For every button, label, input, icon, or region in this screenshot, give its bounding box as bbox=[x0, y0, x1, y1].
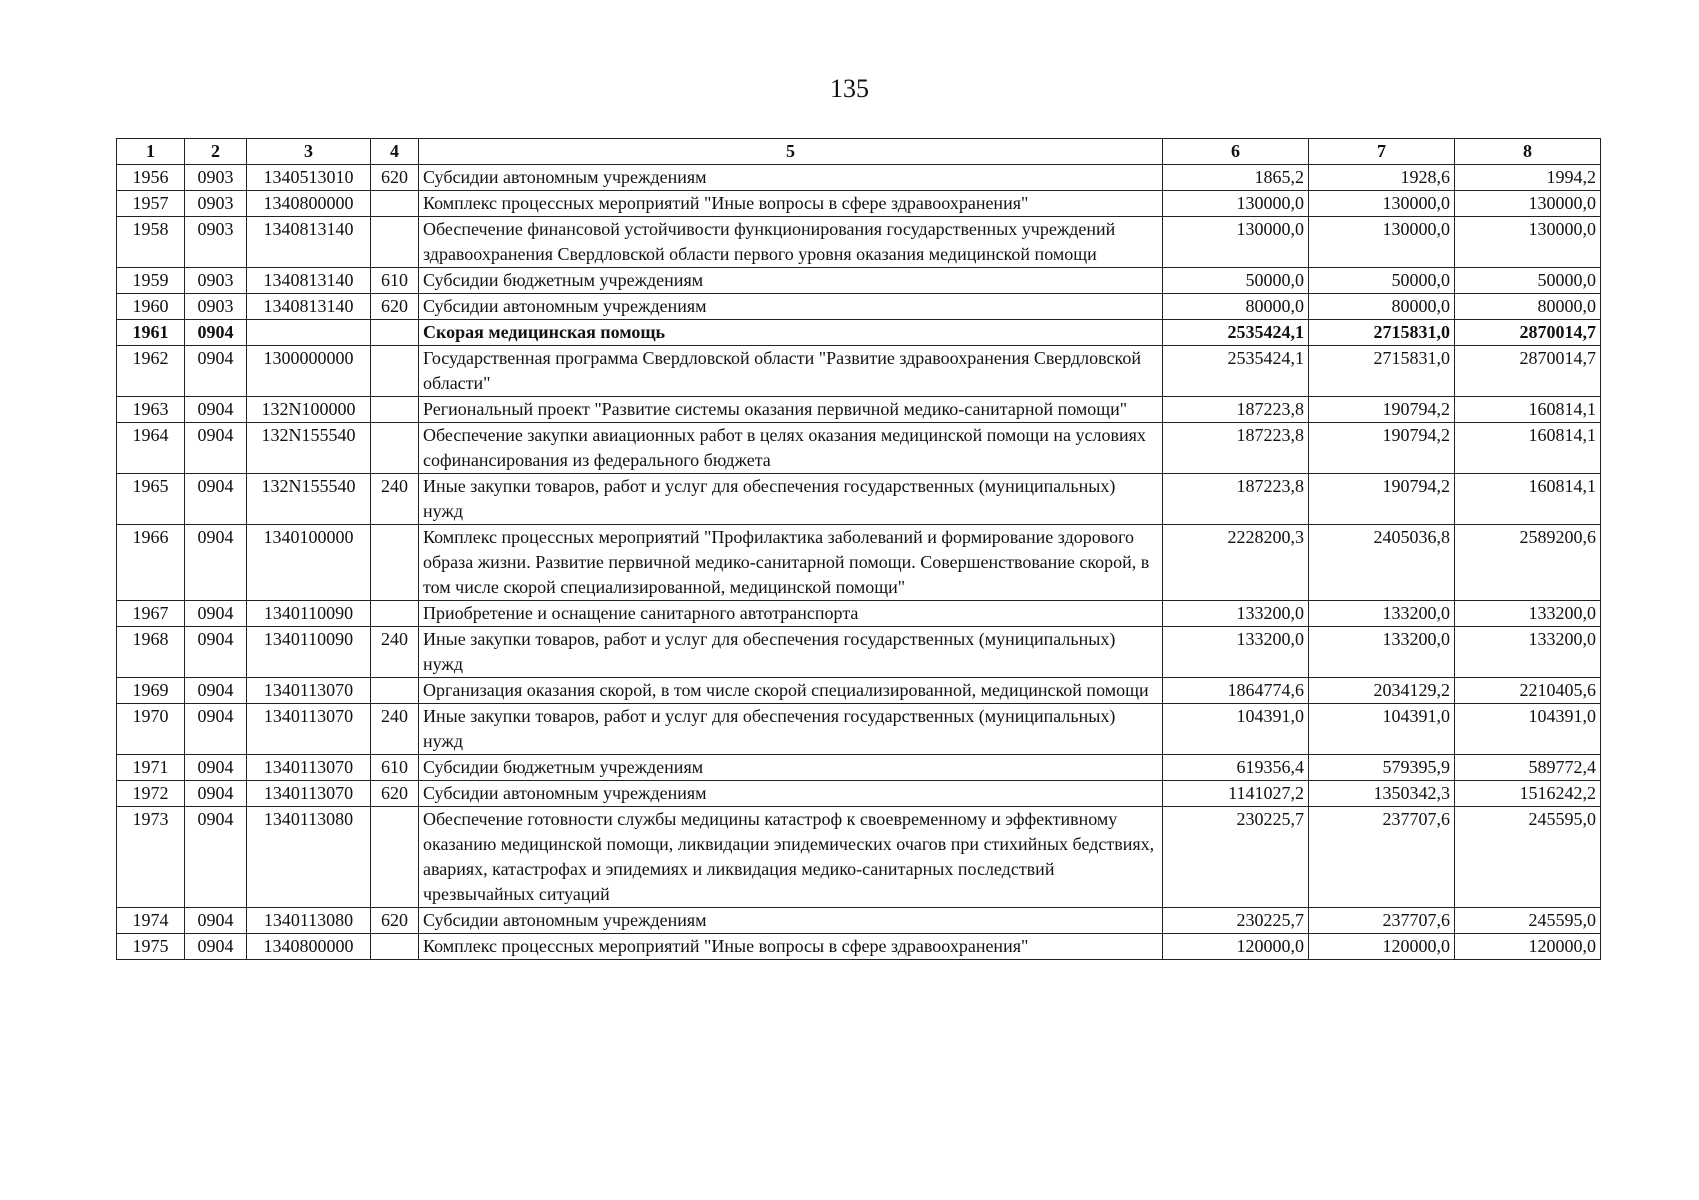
table-row bbox=[117, 217, 1601, 268]
section-code: 0904 bbox=[185, 423, 247, 474]
amount-col-7: 133200,0 bbox=[1309, 627, 1455, 678]
item-name: Иные закупки товаров, работ и услуг для обеспечения государственных (муниципальных) нужд bbox=[419, 474, 1163, 525]
row-number: 1963 bbox=[117, 397, 185, 423]
amount-col-7: 2715831,0 bbox=[1309, 320, 1455, 346]
target-article-code: 1340813140 bbox=[247, 268, 371, 294]
page-number: 135 bbox=[830, 74, 869, 103]
header-col-7: 7 bbox=[1309, 139, 1455, 165]
target-article-code: 1340113080 bbox=[247, 908, 371, 934]
section-code: 0904 bbox=[185, 704, 247, 755]
table-row bbox=[117, 294, 1601, 320]
header-col-8: 8 bbox=[1455, 139, 1601, 165]
item-name: Обеспечение готовности службы медицины катастроф к своевременному и эффективному оказанию медицинской помощи, ликвидации эпидемических очагов при стихийных бедствиях, авариях, катастрофах и эпидемиях и ликвидация медико-санитарных последствий чрезвычайных ситуаций bbox=[419, 807, 1163, 908]
row-number: 1959 bbox=[117, 268, 185, 294]
item-name: Скорая медицинская помощь bbox=[419, 320, 1163, 346]
budget-table bbox=[116, 138, 1601, 960]
expense-type-code bbox=[371, 934, 419, 960]
amount-col-8: 589772,4 bbox=[1455, 755, 1601, 781]
table-row bbox=[117, 807, 1601, 908]
item-name: Региональный проект "Развитие системы оказания первичной медико-санитарной помощи" bbox=[419, 397, 1163, 423]
section-code: 0904 bbox=[185, 678, 247, 704]
row-number: 1967 bbox=[117, 601, 185, 627]
amount-col-6: 187223,8 bbox=[1163, 397, 1309, 423]
amount-col-7: 579395,9 bbox=[1309, 755, 1455, 781]
section-code: 0904 bbox=[185, 397, 247, 423]
target-article-code bbox=[247, 320, 371, 346]
amount-col-6: 104391,0 bbox=[1163, 704, 1309, 755]
amount-col-7: 2034129,2 bbox=[1309, 678, 1455, 704]
amount-col-6: 1141027,2 bbox=[1163, 781, 1309, 807]
table-row bbox=[117, 165, 1601, 191]
amount-col-8: 133200,0 bbox=[1455, 601, 1601, 627]
target-article-code: 1340813140 bbox=[247, 217, 371, 268]
table-row bbox=[117, 191, 1601, 217]
amount-col-8: 1516242,2 bbox=[1455, 781, 1601, 807]
amount-col-6: 120000,0 bbox=[1163, 934, 1309, 960]
expense-type-code: 620 bbox=[371, 908, 419, 934]
amount-col-7: 2715831,0 bbox=[1309, 346, 1455, 397]
item-name: Приобретение и оснащение санитарного автотранспорта bbox=[419, 601, 1163, 627]
row-number: 1962 bbox=[117, 346, 185, 397]
expense-type-code bbox=[371, 397, 419, 423]
amount-col-8: 160814,1 bbox=[1455, 474, 1601, 525]
amount-col-6: 50000,0 bbox=[1163, 268, 1309, 294]
amount-col-6: 230225,7 bbox=[1163, 807, 1309, 908]
section-code: 0904 bbox=[185, 346, 247, 397]
table-body bbox=[117, 165, 1601, 960]
amount-col-7: 80000,0 bbox=[1309, 294, 1455, 320]
table-row bbox=[117, 934, 1601, 960]
amount-col-7: 104391,0 bbox=[1309, 704, 1455, 755]
section-code: 0904 bbox=[185, 755, 247, 781]
amount-col-8: 130000,0 bbox=[1455, 191, 1601, 217]
row-number: 1973 bbox=[117, 807, 185, 908]
amount-col-8: 80000,0 bbox=[1455, 294, 1601, 320]
amount-col-7: 133200,0 bbox=[1309, 601, 1455, 627]
target-article-code: 1300000000 bbox=[247, 346, 371, 397]
amount-col-8: 2589200,6 bbox=[1455, 525, 1601, 601]
amount-col-8: 2870014,7 bbox=[1455, 346, 1601, 397]
header-col-1: 1 bbox=[117, 139, 185, 165]
amount-col-6: 80000,0 bbox=[1163, 294, 1309, 320]
header-col-3: 3 bbox=[247, 139, 371, 165]
header-col-2: 2 bbox=[185, 139, 247, 165]
table-row bbox=[117, 908, 1601, 934]
expense-type-code bbox=[371, 807, 419, 908]
table-row bbox=[117, 474, 1601, 525]
expense-type-code: 240 bbox=[371, 704, 419, 755]
item-name: Обеспечение финансовой устойчивости функционирования государственных учреждений здравоохранения Свердловской области первого уровня оказания медицинской помощи bbox=[419, 217, 1163, 268]
expense-type-code: 610 bbox=[371, 755, 419, 781]
amount-col-6: 2535424,1 bbox=[1163, 346, 1309, 397]
section-code: 0904 bbox=[185, 601, 247, 627]
amount-col-6: 1864774,6 bbox=[1163, 678, 1309, 704]
target-article-code: 1340800000 bbox=[247, 191, 371, 217]
table-row bbox=[117, 627, 1601, 678]
table-row bbox=[117, 423, 1601, 474]
expense-type-code: 620 bbox=[371, 294, 419, 320]
amount-col-6: 187223,8 bbox=[1163, 423, 1309, 474]
amount-col-7: 130000,0 bbox=[1309, 191, 1455, 217]
target-article-code: 132N155540 bbox=[247, 423, 371, 474]
row-number: 1964 bbox=[117, 423, 185, 474]
expense-type-code bbox=[371, 525, 419, 601]
amount-col-8: 245595,0 bbox=[1455, 908, 1601, 934]
target-article-code: 132N100000 bbox=[247, 397, 371, 423]
item-name: Комплекс процессных мероприятий "Иные вопросы в сфере здравоохранения" bbox=[419, 934, 1163, 960]
table-row bbox=[117, 397, 1601, 423]
amount-col-7: 120000,0 bbox=[1309, 934, 1455, 960]
row-number: 1960 bbox=[117, 294, 185, 320]
expense-type-code bbox=[371, 601, 419, 627]
item-name: Комплекс процессных мероприятий "Иные вопросы в сфере здравоохранения" bbox=[419, 191, 1163, 217]
amount-col-8: 245595,0 bbox=[1455, 807, 1601, 908]
row-number: 1969 bbox=[117, 678, 185, 704]
table-row bbox=[117, 755, 1601, 781]
expense-type-code bbox=[371, 346, 419, 397]
section-code: 0903 bbox=[185, 217, 247, 268]
amount-col-6: 230225,7 bbox=[1163, 908, 1309, 934]
target-article-code: 1340513010 bbox=[247, 165, 371, 191]
item-name: Субсидии автономным учреждениям bbox=[419, 908, 1163, 934]
section-code: 0904 bbox=[185, 320, 247, 346]
header-col-5: 5 bbox=[419, 139, 1163, 165]
section-code: 0904 bbox=[185, 934, 247, 960]
amount-col-8: 160814,1 bbox=[1455, 423, 1601, 474]
table-row bbox=[117, 346, 1601, 397]
section-code: 0904 bbox=[185, 807, 247, 908]
amount-col-7: 190794,2 bbox=[1309, 474, 1455, 525]
target-article-code: 1340813140 bbox=[247, 294, 371, 320]
row-number: 1957 bbox=[117, 191, 185, 217]
expense-type-code: 610 bbox=[371, 268, 419, 294]
target-article-code: 1340110090 bbox=[247, 627, 371, 678]
item-name: Организация оказания скорой, в том числе скорой специализированной, медицинской помощи bbox=[419, 678, 1163, 704]
row-number: 1971 bbox=[117, 755, 185, 781]
row-number: 1961 bbox=[117, 320, 185, 346]
row-number: 1956 bbox=[117, 165, 185, 191]
amount-col-6: 2535424,1 bbox=[1163, 320, 1309, 346]
amount-col-8: 104391,0 bbox=[1455, 704, 1601, 755]
amount-col-6: 1865,2 bbox=[1163, 165, 1309, 191]
table-row bbox=[117, 678, 1601, 704]
amount-col-8: 120000,0 bbox=[1455, 934, 1601, 960]
row-number: 1958 bbox=[117, 217, 185, 268]
amount-col-6: 187223,8 bbox=[1163, 474, 1309, 525]
expense-type-code bbox=[371, 191, 419, 217]
item-name: Комплекс процессных мероприятий "Профилактика заболеваний и формирование здорового образа жизни. Развитие первичной медико-санитарной помощи. Совершенствование скорой, в том числе скорой специализированной, медицинской помощи" bbox=[419, 525, 1163, 601]
target-article-code: 1340113070 bbox=[247, 781, 371, 807]
expense-type-code bbox=[371, 678, 419, 704]
target-article-code: 1340100000 bbox=[247, 525, 371, 601]
row-number: 1975 bbox=[117, 934, 185, 960]
row-number: 1968 bbox=[117, 627, 185, 678]
header-col-6: 6 bbox=[1163, 139, 1309, 165]
section-code: 0904 bbox=[185, 525, 247, 601]
amount-col-7: 237707,6 bbox=[1309, 908, 1455, 934]
item-name: Субсидии автономным учреждениям bbox=[419, 781, 1163, 807]
amount-col-7: 50000,0 bbox=[1309, 268, 1455, 294]
amount-col-6: 130000,0 bbox=[1163, 217, 1309, 268]
amount-col-6: 133200,0 bbox=[1163, 601, 1309, 627]
amount-col-6: 619356,4 bbox=[1163, 755, 1309, 781]
amount-col-7: 190794,2 bbox=[1309, 423, 1455, 474]
item-name: Субсидии бюджетным учреждениям bbox=[419, 755, 1163, 781]
table-row bbox=[117, 601, 1601, 627]
table-header-row bbox=[117, 139, 1601, 165]
amount-col-7: 130000,0 bbox=[1309, 217, 1455, 268]
target-article-code: 132N155540 bbox=[247, 474, 371, 525]
amount-col-8: 1994,2 bbox=[1455, 165, 1601, 191]
section-code: 0903 bbox=[185, 165, 247, 191]
amount-col-7: 237707,6 bbox=[1309, 807, 1455, 908]
amount-col-6: 130000,0 bbox=[1163, 191, 1309, 217]
expense-type-code: 240 bbox=[371, 627, 419, 678]
item-name: Иные закупки товаров, работ и услуг для обеспечения государственных (муниципальных) нужд bbox=[419, 704, 1163, 755]
target-article-code: 1340800000 bbox=[247, 934, 371, 960]
table-row bbox=[117, 781, 1601, 807]
item-name: Иные закупки товаров, работ и услуг для обеспечения государственных (муниципальных) нужд bbox=[419, 627, 1163, 678]
amount-col-7: 1928,6 bbox=[1309, 165, 1455, 191]
amount-col-6: 133200,0 bbox=[1163, 627, 1309, 678]
row-number: 1966 bbox=[117, 525, 185, 601]
target-article-code: 1340113070 bbox=[247, 678, 371, 704]
table-row bbox=[117, 268, 1601, 294]
item-name: Субсидии автономным учреждениям bbox=[419, 165, 1163, 191]
header-col-4: 4 bbox=[371, 139, 419, 165]
amount-col-8: 2870014,7 bbox=[1455, 320, 1601, 346]
table-row bbox=[117, 525, 1601, 601]
expense-type-code bbox=[371, 320, 419, 346]
expense-type-code: 240 bbox=[371, 474, 419, 525]
section-code: 0904 bbox=[185, 627, 247, 678]
table-row bbox=[117, 320, 1601, 346]
section-code: 0903 bbox=[185, 191, 247, 217]
section-code: 0904 bbox=[185, 474, 247, 525]
expense-type-code bbox=[371, 423, 419, 474]
amount-col-7: 1350342,3 bbox=[1309, 781, 1455, 807]
target-article-code: 1340113070 bbox=[247, 704, 371, 755]
row-number: 1972 bbox=[117, 781, 185, 807]
row-number: 1974 bbox=[117, 908, 185, 934]
expense-type-code: 620 bbox=[371, 165, 419, 191]
item-name: Государственная программа Свердловской области "Развитие здравоохранения Свердловской области" bbox=[419, 346, 1163, 397]
section-code: 0903 bbox=[185, 268, 247, 294]
row-number: 1965 bbox=[117, 474, 185, 525]
section-code: 0903 bbox=[185, 294, 247, 320]
expense-type-code bbox=[371, 217, 419, 268]
section-code: 0904 bbox=[185, 781, 247, 807]
item-name: Субсидии бюджетным учреждениям bbox=[419, 268, 1163, 294]
amount-col-7: 2405036,8 bbox=[1309, 525, 1455, 601]
amount-col-7: 190794,2 bbox=[1309, 397, 1455, 423]
section-code: 0904 bbox=[185, 908, 247, 934]
target-article-code: 1340113070 bbox=[247, 755, 371, 781]
target-article-code: 1340113080 bbox=[247, 807, 371, 908]
expense-type-code: 620 bbox=[371, 781, 419, 807]
item-name: Обеспечение закупки авиационных работ в целях оказания медицинской помощи на условиях софинансирования из федерального бюджета bbox=[419, 423, 1163, 474]
amount-col-8: 50000,0 bbox=[1455, 268, 1601, 294]
amount-col-8: 133200,0 bbox=[1455, 627, 1601, 678]
amount-col-8: 160814,1 bbox=[1455, 397, 1601, 423]
amount-col-8: 2210405,6 bbox=[1455, 678, 1601, 704]
target-article-code: 1340110090 bbox=[247, 601, 371, 627]
row-number: 1970 bbox=[117, 704, 185, 755]
amount-col-6: 2228200,3 bbox=[1163, 525, 1309, 601]
amount-col-8: 130000,0 bbox=[1455, 217, 1601, 268]
table-row bbox=[117, 704, 1601, 755]
item-name: Субсидии автономным учреждениям bbox=[419, 294, 1163, 320]
